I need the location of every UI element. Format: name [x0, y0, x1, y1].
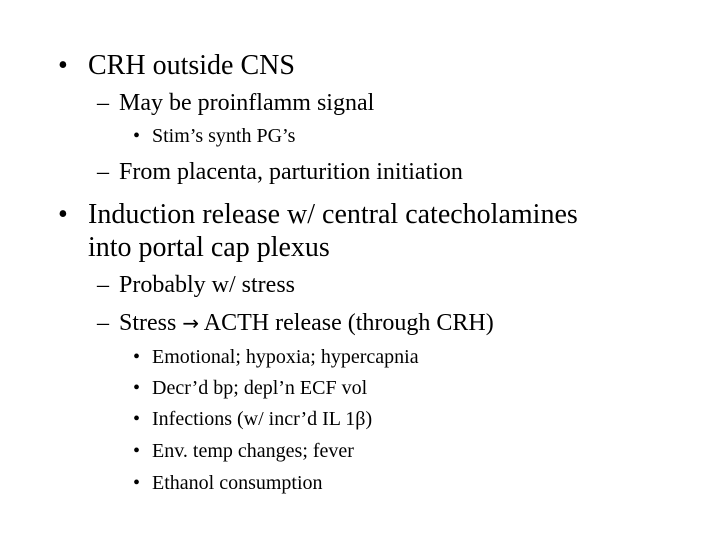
- bullet-text: Induction release w/ central catecholamines: [88, 199, 578, 230]
- bullet-marker: •: [133, 125, 141, 147]
- sub-sub-bullet-text: Env. temp changes; fever: [152, 440, 354, 462]
- stress-text: Stress: [119, 310, 177, 336]
- sub-bullet-text: May be proinflamm signal: [119, 90, 375, 116]
- sub-sub-bullet-text: Emotional; hypoxia; hypercapnia: [152, 346, 419, 368]
- acth-text: ACTH release (through CRH): [203, 310, 494, 336]
- dash-marker: –: [97, 90, 109, 116]
- bullet-marker: •: [58, 50, 68, 81]
- sub-sub-bullet-text: Stim’s synth PG’s: [152, 125, 296, 147]
- sub-bullet-text: From placenta, parturition initiation: [119, 159, 463, 185]
- bullet-text: CRH outside CNS: [88, 50, 295, 81]
- bullet-marker: •: [133, 346, 141, 368]
- dash-marker: –: [97, 310, 109, 336]
- bullet-text-continued: into portal cap plexus: [88, 232, 330, 263]
- dash-marker: –: [97, 159, 109, 185]
- sub-bullet-text: Probably w/ stress: [119, 272, 295, 298]
- bullet-marker: •: [133, 440, 141, 462]
- sub-sub-bullet-text: Decr’d bp; depl’n ECF vol: [152, 377, 368, 399]
- sub-sub-bullet-text: Ethanol consumption: [152, 472, 323, 494]
- bullet-marker: •: [58, 199, 68, 230]
- bullet-marker: •: [133, 408, 141, 430]
- dash-marker: –: [97, 272, 109, 298]
- sub-sub-bullet-text: Infections (w/ incr’d IL 1β): [152, 408, 373, 430]
- arrow-icon: →: [182, 311, 200, 335]
- sub-bullet-text: [119, 311, 494, 335]
- bullet-marker: •: [133, 472, 141, 494]
- bullet-marker: •: [133, 377, 141, 399]
